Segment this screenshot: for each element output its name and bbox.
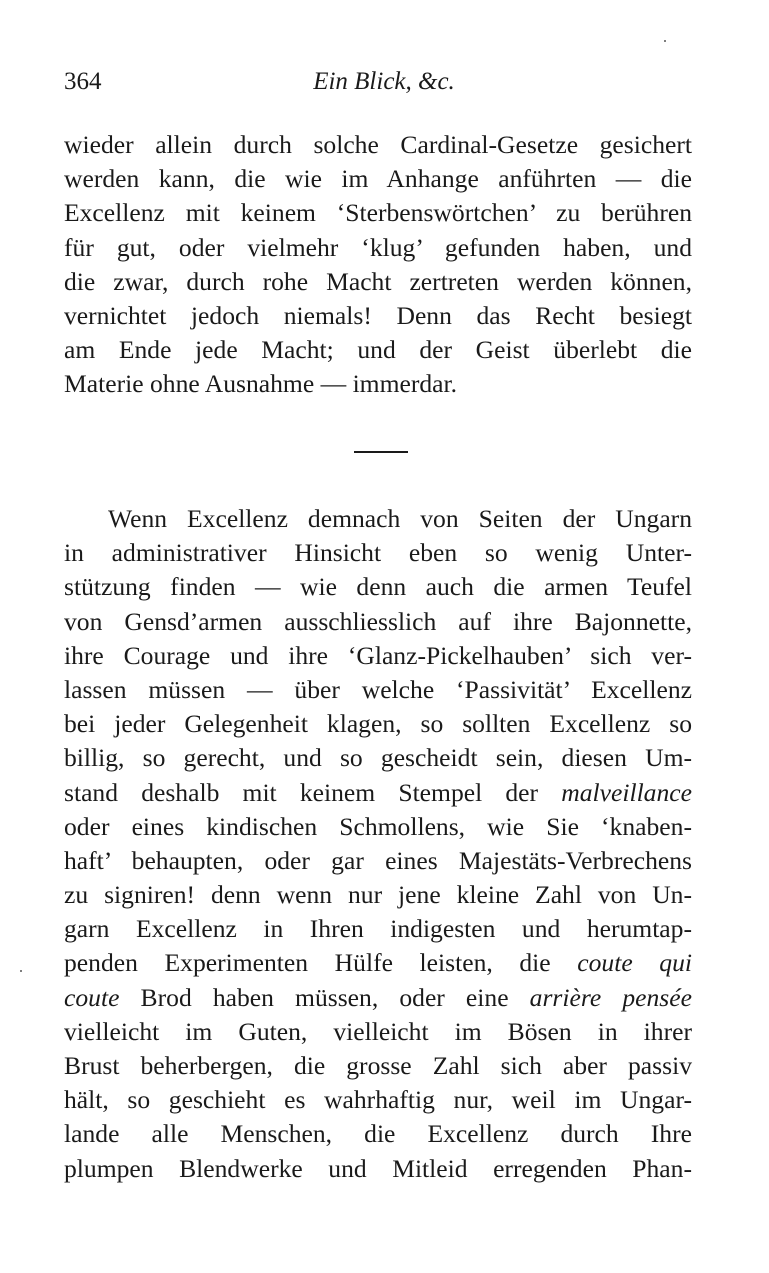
page-header	[64, 68, 704, 108]
italic-term: coute	[64, 982, 120, 1012]
text-line	[64, 946, 692, 980]
italic-term: arrière pensée	[529, 982, 692, 1012]
text-line: für gut, oder vielmehr ‘klug’ gefunden haben, und	[64, 232, 692, 262]
page-number: 364	[64, 68, 102, 95]
text-line: ihre Courage und ihre ‘Glanz-Pickelhauben’ sich ver-	[64, 640, 692, 670]
italic-term: malveillance	[561, 777, 692, 807]
text-line: hält, so geschieht es wahrhaftig nur, weil im Ungar-	[64, 1085, 692, 1115]
text-line: Wenn Excellenz demnach von Seiten der Ungarn	[108, 504, 692, 533]
text-line: die zwar, durch rohe Macht zertreten werden können,	[64, 266, 692, 296]
text-line: Materie ohne Ausnahme — immerdar.	[64, 369, 458, 399]
running-title: Ein Blick, &c.	[313, 68, 455, 95]
text-line: stützung finden — wie denn auch die armen Teufel	[64, 572, 692, 602]
text-line: vielleicht im Guten, vielleicht im Bösen in ihrer	[64, 1016, 692, 1046]
text-line: plumpen Blendwerke und Mitleid erregenden Phan-	[64, 1153, 692, 1183]
paper-speck	[20, 970, 22, 972]
text-line	[64, 981, 692, 1015]
text-line	[64, 776, 692, 810]
text-line: Excellenz mit keinem ‘Sterbenswörtchen’ zu berühren	[64, 198, 692, 228]
text-line: oder eines kindischen Schmollens, wie Sie ‘knaben-	[64, 811, 692, 841]
text-line: vernichtet jedoch niemals! Denn das Recht besiegt	[64, 300, 692, 330]
text-line: am Ende jede Macht; und der Geist überlebt die	[64, 335, 692, 365]
text-line: billig, so gerecht, und so gescheidt sein, diesen Um-	[64, 743, 692, 773]
text-line: von Gensd’armen ausschliesslich auf ihre Bajonnette,	[64, 606, 692, 636]
paragraph-new	[64, 502, 692, 1186]
text-line: lassen müssen — über welche ‘Passivität’ Excellenz	[64, 674, 692, 704]
text-line: haft’ behaupten, oder gar eines Majestäts-Verbrechens	[64, 845, 692, 875]
text-line: wieder allein durch solche Cardinal-Gesetze gesichert	[64, 130, 692, 159]
section-divider	[354, 451, 408, 453]
text-line: Brust beherbergen, die grosse Zahl sich aber passiv	[64, 1051, 692, 1080]
text-segment: stand deshalb mit keinem Stempel der	[64, 777, 539, 807]
italic-term: coute qui	[577, 948, 692, 978]
text-segment: Brod haben müssen, oder eine	[140, 982, 509, 1012]
paragraph-continued	[64, 128, 692, 402]
paper-speck	[664, 40, 666, 42]
text-line: garn Excellenz in Ihren indigesten und herumtap-	[64, 914, 692, 944]
text-segment: penden Experimenten Hülfe leisten, die	[64, 948, 551, 978]
text-line: bei jeder Gelegenheit klagen, so sollten Excellenz so	[64, 709, 692, 739]
text-line: in administrativer Hinsicht eben so wenig Unter-	[64, 538, 692, 568]
text-line: werden kann, die wie im Anhange anführten — die	[64, 164, 692, 194]
text-line: zu signiren! denn wenn nur jene kleine Zahl von Un-	[64, 880, 692, 910]
text-line: lande alle Menschen, die Excellenz durch Ihre	[64, 1119, 692, 1149]
